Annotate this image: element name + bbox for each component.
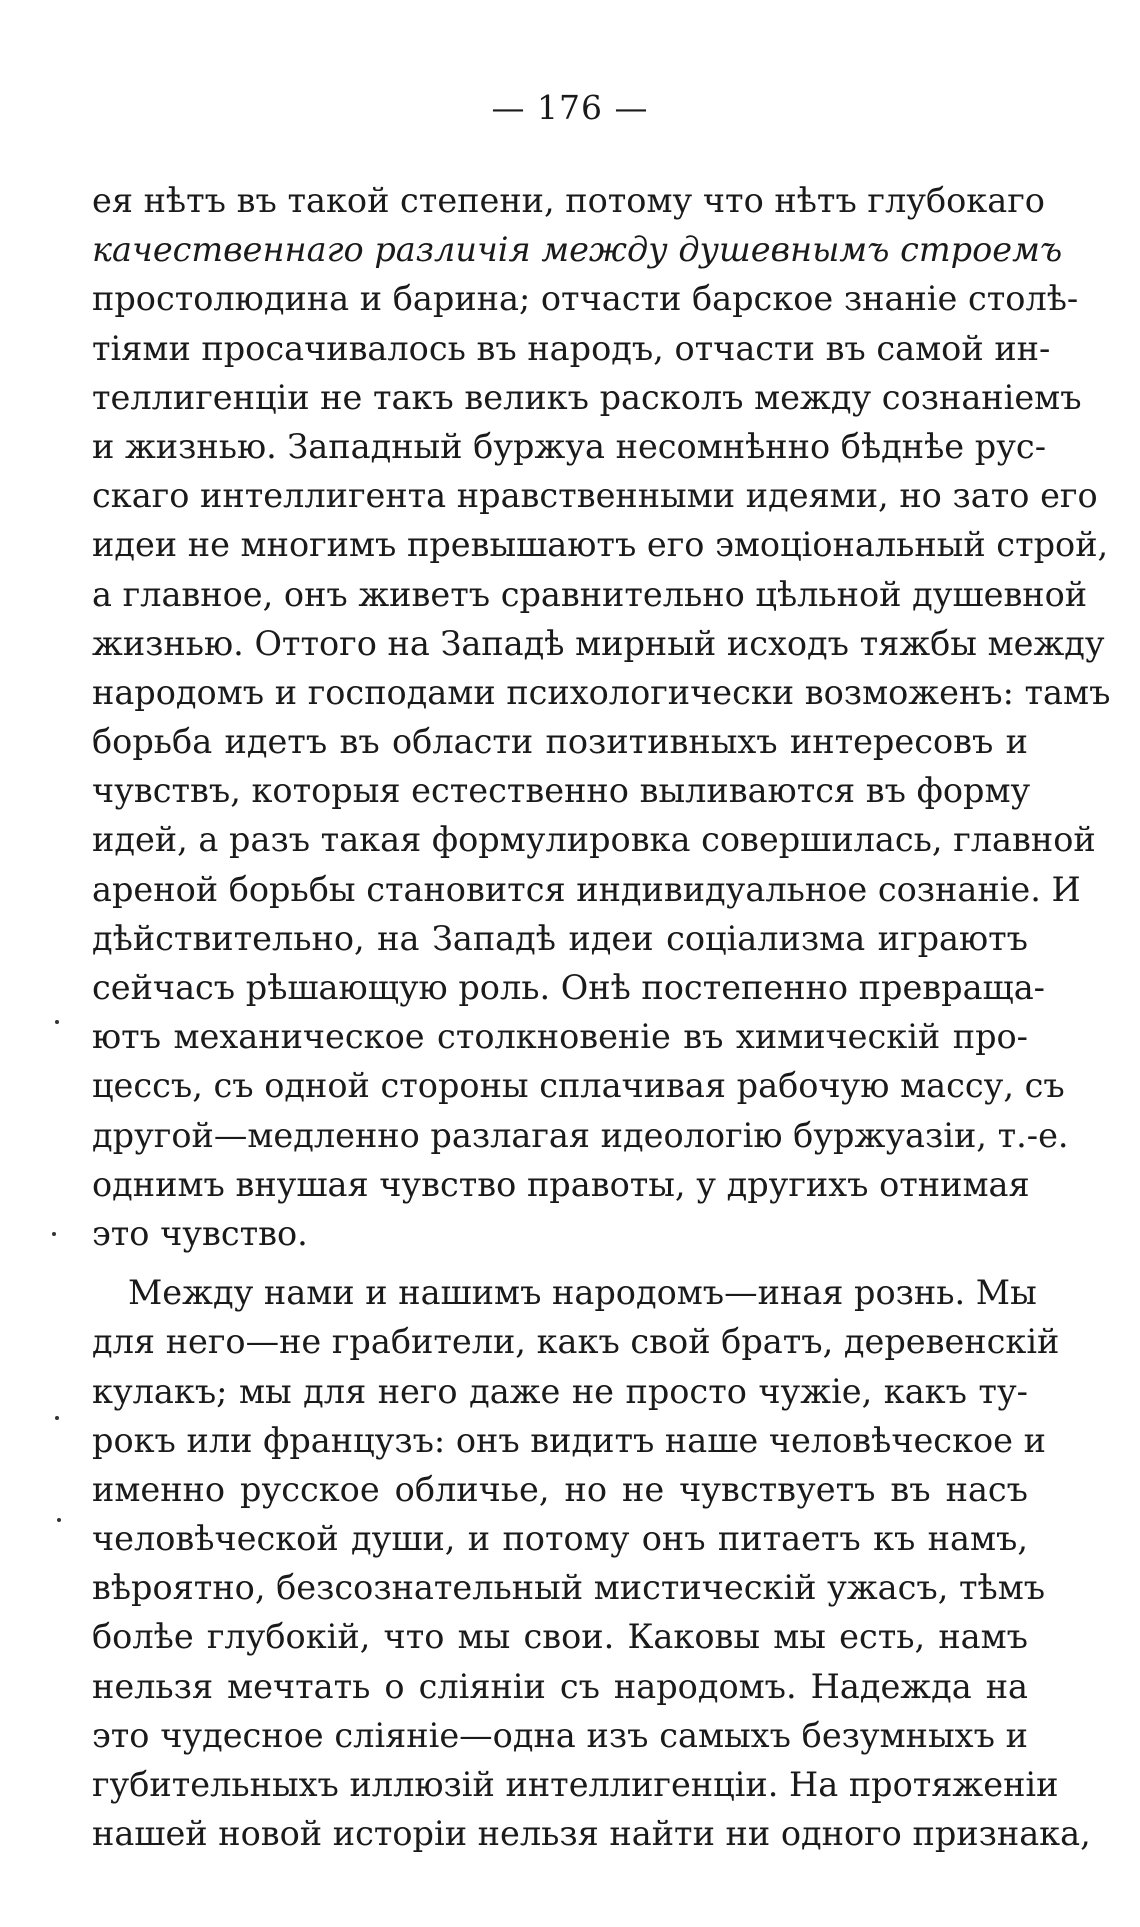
text-line: ютъ механическое столкновеніе въ химическій про- bbox=[92, 1017, 1028, 1057]
text-line: это чудесное сліяніе—одна изъ самыхъ безумныхъ и bbox=[92, 1715, 1028, 1755]
text-line: другой—медленно разлагая идеологію буржуазіи, т.-е. bbox=[92, 1115, 1069, 1155]
text-line: цессъ, съ одной стороны сплачивая рабочую массу, съ bbox=[92, 1066, 1065, 1106]
text-line: именно русское обличье, но не чувствуетъ въ насъ bbox=[92, 1469, 1028, 1509]
text-line: тіями просачивалось въ народъ, отчасти въ самой ин- bbox=[92, 328, 1051, 368]
page-number: — 176 — bbox=[491, 88, 649, 127]
paragraph-2 bbox=[92, 1268, 1091, 1858]
text-line: нашей новой исторіи нельзя найти ни одного признака, bbox=[92, 1814, 1091, 1854]
body-text bbox=[92, 176, 1111, 1858]
text-line: качественнаго различія между душевнымъ строемъ bbox=[92, 230, 1063, 270]
text-line: идеи не многимъ превышаютъ его эмоціональный строй, bbox=[92, 525, 1109, 565]
text-line: теллигенціи не такъ великъ расколъ между сознаніемъ bbox=[92, 377, 1082, 417]
text-line: Между нами и нашимъ народомъ—иная рознь. Мы bbox=[128, 1273, 1037, 1313]
text-line: нельзя мечтать о сліяніи съ народомъ. Надежда на bbox=[92, 1666, 1028, 1706]
ink-speck bbox=[55, 1020, 59, 1024]
paragraph-1 bbox=[92, 176, 1111, 1258]
text-line: ея нѣтъ въ такой степени, потому что нѣтъ глубокаго bbox=[92, 181, 1045, 220]
text-line: губительныхъ иллюзій интеллигенціи. На протяженіи bbox=[92, 1765, 1059, 1804]
text-line: однимъ внушая чувство правоты, у другихъ отнимая bbox=[92, 1164, 1030, 1204]
text-line: скаго интеллигента нравственными идеями, но зато его bbox=[92, 476, 1098, 516]
ink-speck bbox=[52, 1232, 56, 1236]
ink-speck bbox=[57, 1518, 61, 1522]
text-line: идей, а разъ такая формулировка совершилась, главной bbox=[92, 820, 1096, 860]
text-line: борьба идетъ въ области позитивныхъ интересовъ и bbox=[92, 722, 1028, 762]
text-line: сейчасъ рѣшающую роль. Онѣ постепенно превраща- bbox=[92, 968, 1045, 1007]
ink-speck bbox=[55, 1416, 59, 1420]
text-line: кулакъ; мы для него даже не просто чужіе, какъ ту- bbox=[92, 1371, 1028, 1411]
text-line: и жизнью. Западный буржуа несомнѣнно бѣднѣе рус- bbox=[92, 426, 1047, 466]
paragraph-gap bbox=[92, 1258, 1028, 1268]
text-line: дѣйствительно, на Западѣ идеи соціализма играютъ bbox=[92, 918, 1028, 958]
text-line: а главное, онъ живетъ сравнительно цѣльной душевной bbox=[92, 574, 1088, 614]
text-line: ареной борьбы становится индивидуальное сознаніе. И bbox=[92, 869, 1081, 909]
text-line: человѣческой души, и потому онъ питаетъ къ намъ, bbox=[92, 1519, 1028, 1559]
text-line: вѣроятно, безсознательный мистическій ужасъ, тѣмъ bbox=[92, 1568, 1046, 1608]
text-line: для него—не грабители, какъ свой братъ, деревенскій bbox=[92, 1322, 1060, 1362]
text-line: это чувство. bbox=[92, 1213, 308, 1253]
text-line: рокъ или французъ: онъ видитъ наше человѣческое и bbox=[92, 1420, 1046, 1460]
text-line: жизнью. Оттого на Западѣ мирный исходъ тяжбы между bbox=[92, 623, 1105, 663]
text-line: чувствъ, которыя естественно выливаются въ форму bbox=[92, 771, 1031, 811]
text-line: народомъ и господами психологически возможенъ: тамъ bbox=[92, 672, 1111, 712]
text-line: болѣе глубокій, что мы свои. Каковы мы есть, намъ bbox=[92, 1617, 1028, 1657]
text-line: простолюдина и барина; отчасти барское знаніе столѣ- bbox=[92, 279, 1079, 319]
